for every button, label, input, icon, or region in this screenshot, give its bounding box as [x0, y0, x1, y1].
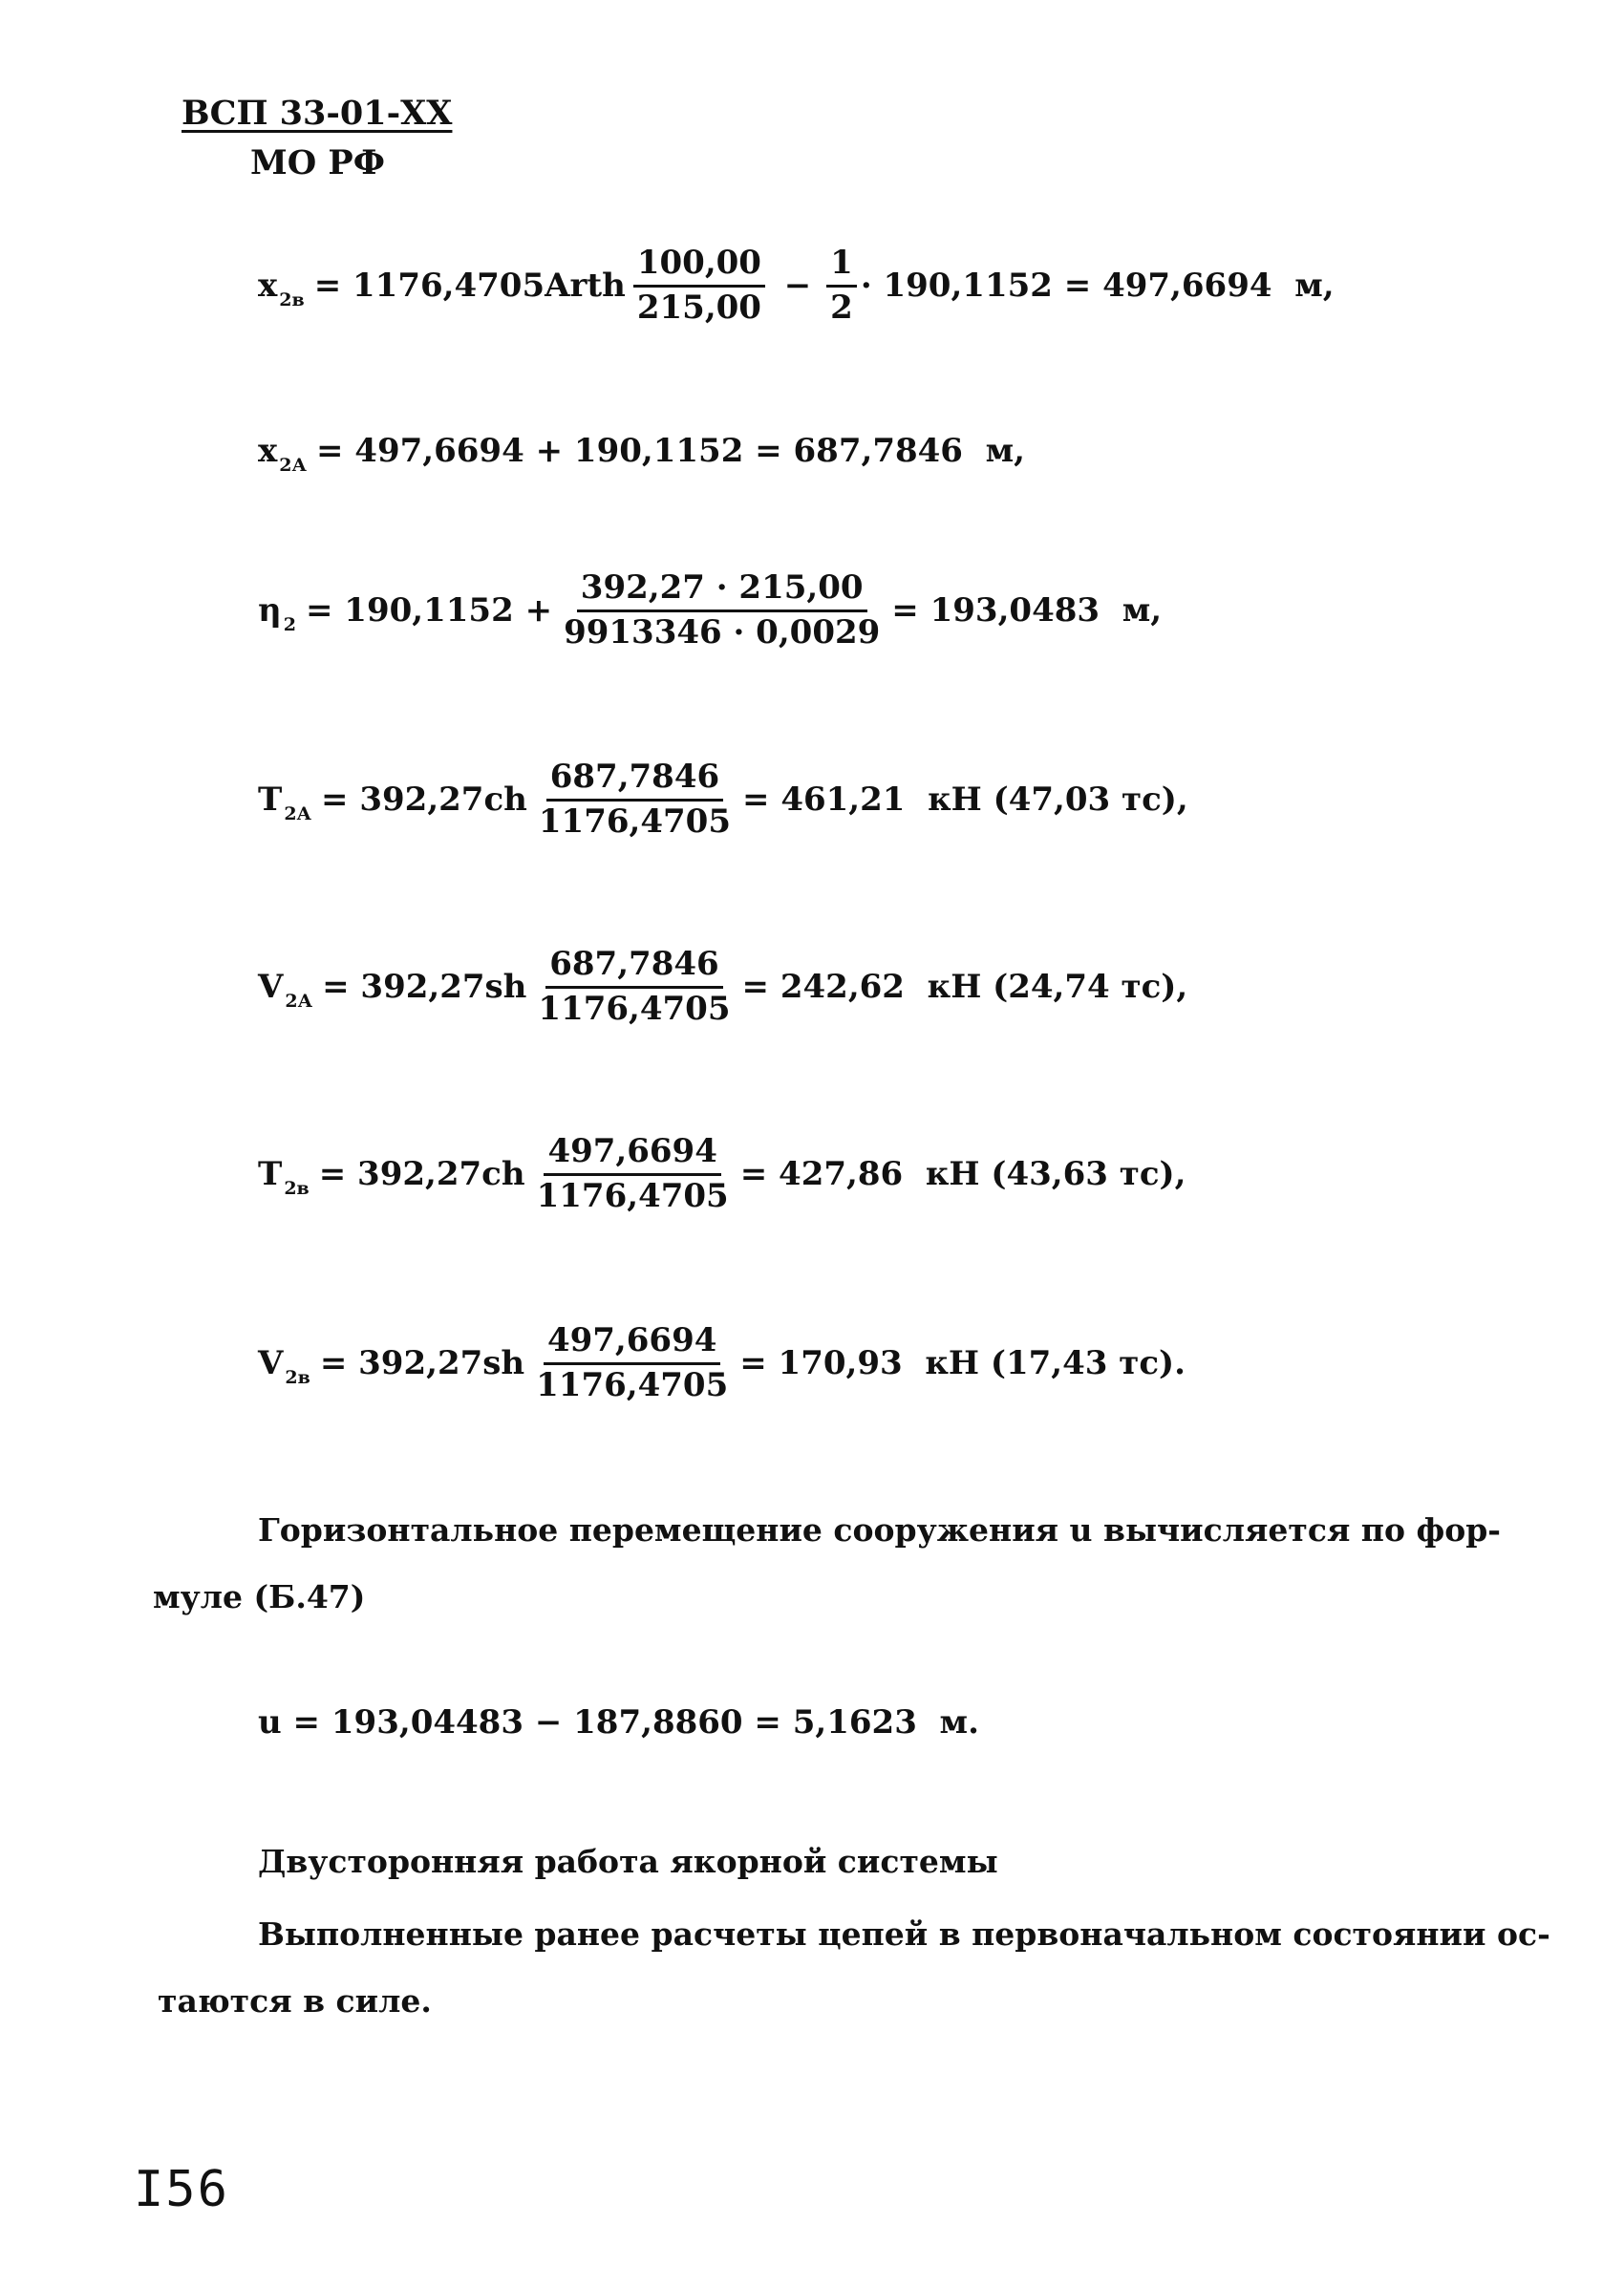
fraction-denominator: 1176,4705 — [538, 802, 731, 841]
eq-subscript: 2 — [283, 614, 296, 636]
fraction-numerator: 687,7846 — [546, 760, 723, 802]
eq-lhs-expression: = 392,27sh — [319, 1344, 525, 1383]
eq-lhs-expression: = 190,1152 + — [305, 591, 553, 631]
equation-v2b — [258, 1321, 1186, 1404]
eq-symbol: T — [258, 1155, 283, 1194]
fraction-denominator: 1176,4705 — [536, 1365, 729, 1404]
eq-lhs-expression: = 392,27ch — [321, 780, 527, 820]
eq-symbol: x — [258, 432, 278, 470]
eq-result: = 242,62 кН (24,74 тс), — [741, 968, 1188, 1007]
fraction-numerator: 687,7846 — [545, 948, 722, 989]
eq-lhs-expression: = 392,27sh — [322, 968, 527, 1007]
equation-t2b — [258, 1132, 1186, 1215]
eq-subscript: 2А — [279, 455, 307, 476]
equation-x2b — [258, 246, 1335, 325]
eq-result: = 193,0483 м, — [891, 591, 1163, 631]
eq-symbol: V — [258, 968, 284, 1007]
fraction-denominator: 1176,4705 — [538, 989, 731, 1028]
fraction-numerator: 497,6694 — [544, 1135, 720, 1176]
eq-subscript: 2в — [285, 1367, 310, 1389]
document-code: ВСП 33-01-XX — [182, 94, 453, 133]
fraction — [533, 1132, 733, 1215]
eq-result: = 461,21 кН (47,03 тс), — [742, 780, 1188, 820]
fraction — [535, 760, 735, 839]
fraction-denominator: 215,00 — [636, 288, 761, 327]
eq-subscript: 2в — [279, 289, 305, 311]
fraction — [532, 1321, 732, 1404]
eq-operator: − — [772, 267, 823, 306]
eq-subscript: 2А — [285, 991, 313, 1013]
equation-eta2 — [258, 568, 1163, 652]
fraction-denominator: 9913346 · 0,0029 — [564, 612, 881, 652]
eq-subscript: 2А — [284, 803, 312, 825]
eq-symbol: V — [258, 1344, 284, 1383]
equation-t2a — [258, 760, 1188, 839]
document-organization: МО РФ — [250, 143, 385, 182]
eq-result: · 190,1152 = 497,6694 м, — [860, 267, 1335, 306]
eq-result: = 427,86 кН (43,63 тс), — [739, 1155, 1186, 1194]
fraction — [560, 568, 884, 652]
equation-v2a — [258, 945, 1188, 1028]
fraction — [826, 246, 857, 325]
eq-subscript: 2в — [284, 1178, 310, 1200]
eq-expression: = 497,6694 + 190,1152 = 687,7846 м, — [315, 432, 1025, 470]
eq-result: = 170,93 кН (17,43 тс). — [739, 1344, 1186, 1383]
eq-expression: u = 193,04483 − 187,8860 = 5,1623 м. — [258, 1703, 979, 1742]
equation-u — [258, 1703, 979, 1742]
page-number: I56 — [134, 2161, 229, 2218]
eq-lhs-expression: = 1176,4705Arth — [313, 267, 626, 306]
paragraph-line: Горизонтальное перемещение сооружения u вычисляется по фор- — [258, 1511, 1502, 1549]
eq-symbol: x — [258, 267, 278, 306]
eq-lhs-expression: = 392,27ch — [318, 1155, 525, 1194]
fraction-numerator: 497,6694 — [544, 1324, 720, 1365]
eq-symbol: η — [258, 591, 282, 631]
fraction — [633, 246, 765, 325]
fraction-numerator: 392,27 · 215,00 — [577, 571, 867, 612]
fraction-numerator: 1 — [826, 246, 857, 288]
fraction — [534, 945, 734, 1028]
eq-symbol: T — [258, 780, 283, 820]
paragraph-line: таются в силе. — [158, 1982, 432, 2020]
fraction-denominator: 1176,4705 — [536, 1176, 729, 1215]
paragraph-line: Выполненные ранее расчеты цепей в первоначальном состоянии ос- — [258, 1915, 1550, 1953]
fraction-denominator: 2 — [830, 288, 853, 327]
section-heading: Двусторонняя работа якорной системы — [258, 1843, 998, 1880]
fraction-numerator: 100,00 — [633, 246, 765, 288]
equation-x2a — [258, 432, 1025, 476]
paragraph-line: муле (Б.47) — [153, 1578, 366, 1615]
